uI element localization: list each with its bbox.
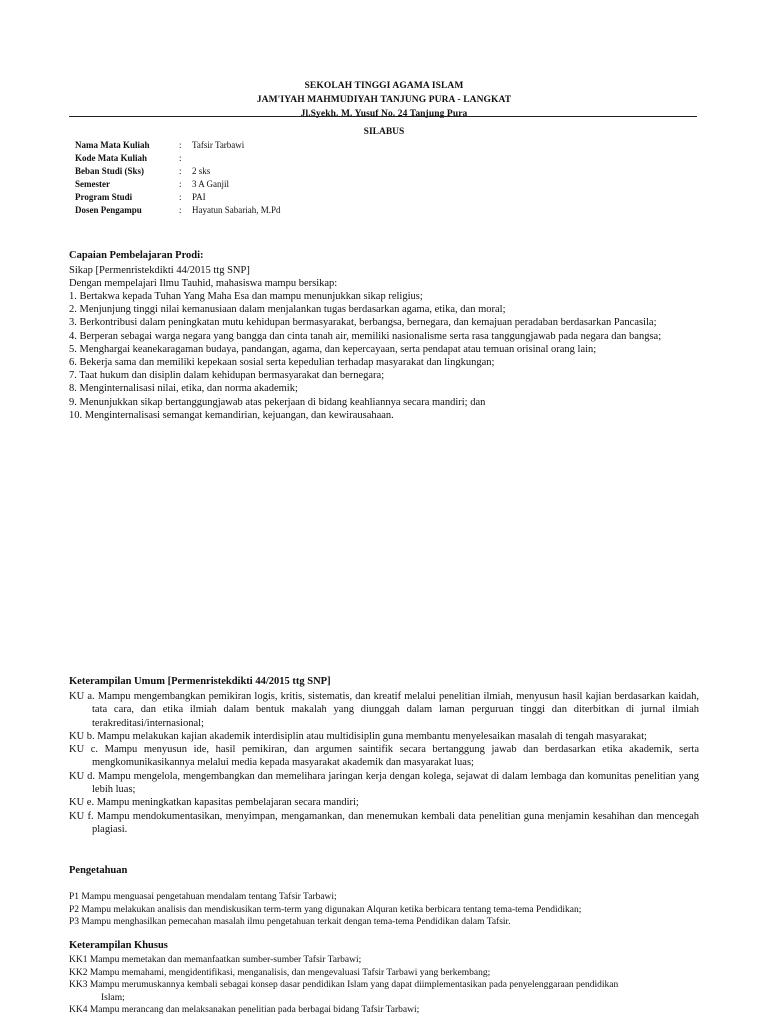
course-info-row [75,205,475,218]
list-item: KU b. Mampu melakukan kajian akademik interdisiplin atau multidisiplin guna membantu menyelesaikan masalah di tengah masyarakat; [69,730,647,742]
list-item: KK1 Mampu memetakan dan memanfaatkan sumber-sumber Tafsir Tarbawi; [69,955,362,965]
institution-address: Jl.Syekh. M. Yusuf No. 24 Tanjung Pura [300,109,468,119]
course-info-row [75,166,475,179]
course-info-row [75,153,475,166]
info-colon: : [179,192,182,202]
institution-subname: JAM'IYAH MAHMUDIYAH TANJUNG PURA - LANGKAT [256,95,512,105]
list-item: KU c. Mampu menyusun ide, hasil pemikiran, dan argumen saintifik secara bertanggung jawab dan berdasarkan etika akademik, serta mengkomunikasikannya melalui media kepada masyarakat akademik dan masyarakat luas; [69,744,699,769]
specific-skills-heading: Keterampilan Khusus [69,940,168,951]
info-colon: : [179,140,182,150]
header-divider [69,116,697,117]
course-info-table [75,140,475,218]
info-label: Kode Mata Kuliah [75,153,148,163]
course-info-row [75,192,475,205]
general-skills-list [69,690,699,836]
course-info-row [75,179,475,192]
list-item: 5. Menghargai keanekaragaman budaya, pandangan, agama, dan kepercayaan, serta pendapat atau temuan orisinal orang lain; [69,343,597,355]
institution-name: SEKOLAH TINGGI AGAMA ISLAM [304,81,464,91]
list-item: Islam; [101,992,125,1003]
cpl-subtitle: Sikap [Permenristekdikti 44/2015 ttg SNP] [69,265,250,276]
list-item: 7. Taat hukum dan disiplin dalam kehidupan bermasyarakat dan bernegara; [69,370,385,382]
list-item: 1. Bertakwa kepada Tuhan Yang Maha Esa dan mampu menunjukkan sikap religius; [69,291,423,302]
info-value: Hayatun Sabariah, M.Pd [192,205,281,215]
info-colon: : [179,179,182,189]
list-item: KU a. Mampu mengembangkan pemikiran logis, kritis, sistematis, dan kreatif melalui penelitian ilmiah, menyusun hasil kajian berdasarkan kaidah, tata cara, dan etika ilmiah dalam bentuk makalah yang diunggah dalam laman perguruan tinggi dan diterbitkan di jurnal ilmiah terakreditasi/internasional; [69,691,699,729]
ku-heading: Keterampilan Umum [Permenristekdikti 44/2015 ttg SNP] [69,676,331,687]
list-item: KK2 Mampu memahami, mengidentifikasi, menganalisis, dan mengevaluasi Tafsir Tarbawi yang berkembang; [69,967,491,978]
attitude-list [69,290,697,422]
list-item: 4. Berperan sebagai warga negara yang bangga dan cinta tanah air, memiliki nasionalisme serta rasa tanggungjawab pada negara dan bangsa; [69,330,662,342]
info-colon: : [179,166,182,176]
list-item: 10. Menginternalisasi semangat kemandirian, kejuangan, dan kewirausahaan. [69,409,394,421]
info-label: Semester [75,179,110,189]
info-colon: : [179,205,182,215]
list-item: KK3 Mampu merumuskannya kembali sebagai konsep dasar pendidikan Islam yang dapat diimplementasikan pada penyelenggaraan pendidikan [69,980,619,991]
list-item: P2 Mampu melakukan analisis dan mendiskusikan term-term yang digunakan Alquran ketika berbicara tentang tema-tema Pendidikan; [69,904,582,915]
info-label: Program Studi [75,192,133,202]
list-item: KU e. Mampu meningkatkan kapasitas pembelajaran secara mandiri; [69,797,359,809]
list-item: KU d. Mampu mengelola, mengembangkan dan memelihara jaringan kerja dengan kolega, sejawat di dalam lembaga dan komunitas penelitian yang lebih luas; [69,770,699,796]
list-item: 2. Menjunjung tinggi nilai kemanusiaan dalam menjalankan tugas berdasarkan agama, etika, dan moral; [69,304,506,316]
specific-skills-list [69,954,699,1017]
info-value: PAI [192,192,206,202]
list-item: P1 Mampu menguasai pengetahuan mendalam tentang Tafsir Tarbawi; [69,892,337,902]
info-value: 2 sks [192,166,211,176]
list-item: P3 Mampu menghasilkan pemecahan masalah ilmu pengetahuan terkait dengan tema-tema Pendidikan dalam Tafsir. [69,917,511,928]
info-label: Nama Mata Kuliah [75,140,150,150]
cpl-heading: Capaian Pembelajaran Prodi: [69,250,204,261]
info-value: 3 A Ganjil [192,179,230,189]
info-label: Dosen Pengampu [75,205,142,215]
document-title: SILABUS [363,127,405,137]
knowledge-heading: Pengetahuan [69,865,128,876]
list-item: 9. Menunjukkan sikap bertanggungjawab atas pekerjaan di bidang keahliannya secara mandiri; dan [69,396,486,408]
info-value: Tafsir Tarbawi [192,140,245,150]
list-item: 6. Bekerja sama dan memiliki kepekaan sosial serta kepedulian terhadap masyarakat dan lingkungan; [69,357,495,369]
knowledge-list [69,891,699,929]
course-info-row [75,140,475,153]
list-item: 8. Menginternalisasi nilai, etika, dan norma akademik; [69,383,298,395]
cpl-intro: Dengan mempelajari Ilmu Tauhid, mahasiswa mampu bersikap: [69,278,338,289]
info-colon: : [179,153,182,163]
list-item: 3. Berkontribusi dalam peningkatan mutu kehidupan bermasyarakat, berbangsa, bernegara, dan kemajuan peradaban berdasarkan Pancasila; [69,317,657,329]
list-item: KK4 Mampu merancang dan melaksanakan penelitian pada berbagai bidang Tafsir Tarbawi; [69,1005,420,1016]
info-label: Beban Studi (Sks) [75,166,145,176]
list-item: KU f. Mampu mendokumentasikan, menyimpan, mengamankan, dan menemukan kembali data penelitian guna menjamin kesahihan dan mencegah plagiasi. [69,810,699,835]
